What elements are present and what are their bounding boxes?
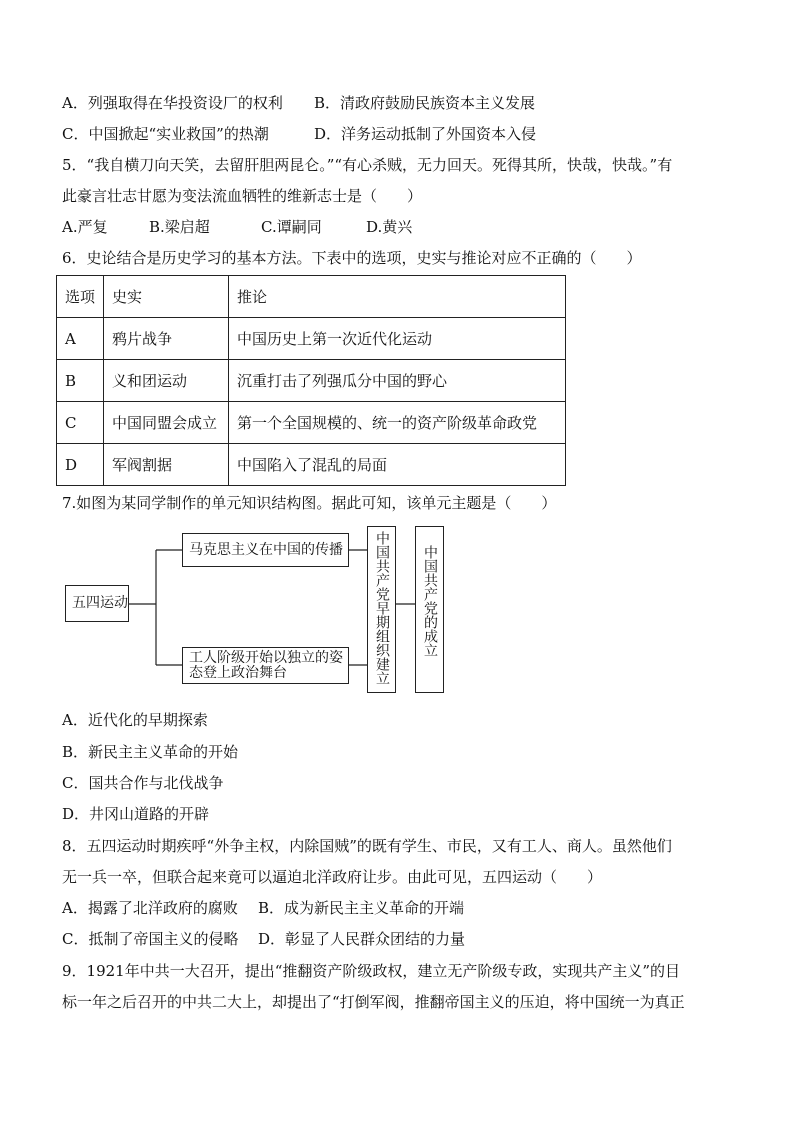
table-cell: 中国同盟会成立 — [104, 402, 229, 444]
q4-option-c: C．中国掀起“实业救国”的热潮 — [62, 125, 269, 143]
diagram-middle-box: 中国共产党早期组织建立 — [367, 526, 396, 693]
diagram-branch-bottom-line-1: 工人阶级开始以独立的姿 — [189, 650, 343, 666]
q7-option-b: B．新民主主义革命的开始 — [62, 743, 239, 761]
q6-stem: 6．史论结合是历史学习的基本方法。下表中的选项，史实与推论对应不正确的（ ） — [62, 249, 642, 267]
q5-stem-line-2: 此豪言壮志甘愿为变法流血牺牲的维新志士是（ ） — [62, 187, 423, 205]
diagram-branch-bottom-box — [182, 647, 349, 684]
q7-option-a: A．近代化的早期探索 — [62, 711, 208, 729]
q8-options-row-2 — [62, 929, 465, 949]
q8-options-row-1 — [62, 898, 464, 918]
table-cell: 沉重打击了列强瓜分中国的野心 — [229, 360, 566, 402]
q9-stem-line-1: 9．1921年中共一大召开，提出“推翻资产阶级政权，建立无产阶级专政，实现共产主义”的目 — [62, 962, 681, 980]
q4-option-a: A．列强取得在华投资设厂的权利 — [62, 94, 283, 112]
table-cell: 军阀割据 — [104, 444, 229, 486]
diagram-branch-bottom-line-2: 态登上政治舞台 — [189, 665, 287, 681]
q9-stem-line-2: 标一年之后召开的中共二大上，却提出了“打倒军阀，推翻帝国主义的压迫，将中国统一为真正 — [62, 993, 685, 1011]
q4-option-d: D．洋务运动抵制了外国资本入侵 — [314, 125, 537, 143]
q8-stem-line-1: 8．五四运动时期疾呼“外争主权，内除国贼”的既有学生、市民，又有工人、商人。虽然他们 — [62, 837, 672, 855]
diagram-root-box: 五四运动 — [65, 585, 129, 622]
table-cell: D — [57, 444, 104, 486]
table-cell: B — [57, 360, 104, 402]
table-cell: 中国陷入了混乱的局面 — [229, 444, 566, 486]
table-header-cell: 推论 — [229, 276, 566, 318]
q5-option-d: D.黄兴 — [366, 218, 413, 236]
table-cell: 义和团运动 — [104, 360, 229, 402]
q5-stem-line-1: 5．“我自横刀向天笑，去留肝胆两昆仑。”“有心杀贼，无力回天。死得其所，快哉，快哉。”有 — [62, 156, 673, 174]
table-cell: 鸦片战争 — [104, 318, 229, 360]
q8-option-a: A．揭露了北洋政府的腐败 — [62, 899, 238, 917]
q4-option-b: B．清政府鼓励民族资本主义发展 — [314, 94, 536, 112]
q8-option-d: D．彰显了人民群众团结的力量 — [258, 930, 466, 948]
diagram-branch-top-box: 马克思主义在中国的传播 — [182, 533, 349, 567]
table-cell: 中国历史上第一次近代化运动 — [229, 318, 566, 360]
table-header-cell: 选项 — [57, 276, 104, 318]
q8-option-b: B．成为新民主主义革命的开端 — [258, 899, 465, 917]
q7-option-c: C．国共合作与北伐战争 — [62, 774, 224, 792]
q5-option-c: C.谭嗣同 — [261, 218, 322, 236]
q7-option-d: D．井冈山道路的开辟 — [62, 805, 210, 823]
q7-stem: 7.如图为某同学制作的单元知识结构图。据此可知，该单元主题是（ ） — [62, 494, 557, 512]
table-cell: A — [57, 318, 104, 360]
table-cell: 第一个全国规模的、统一的资产阶级革命政党 — [229, 402, 566, 444]
table-header-cell: 史实 — [104, 276, 229, 318]
diagram-result-box: 中国共产党的成立 — [415, 526, 444, 693]
table-cell: C — [57, 402, 104, 444]
q8-option-c: C．抵制了帝国主义的侵略 — [62, 930, 239, 948]
q5-option-b: B.梁启超 — [149, 218, 210, 236]
q5-option-a: A.严复 — [62, 218, 108, 236]
q8-stem-line-2: 无一兵一卒，但联合起来竟可以逼迫北洋政府让步。由此可见，五四运动（ ） — [62, 868, 603, 886]
